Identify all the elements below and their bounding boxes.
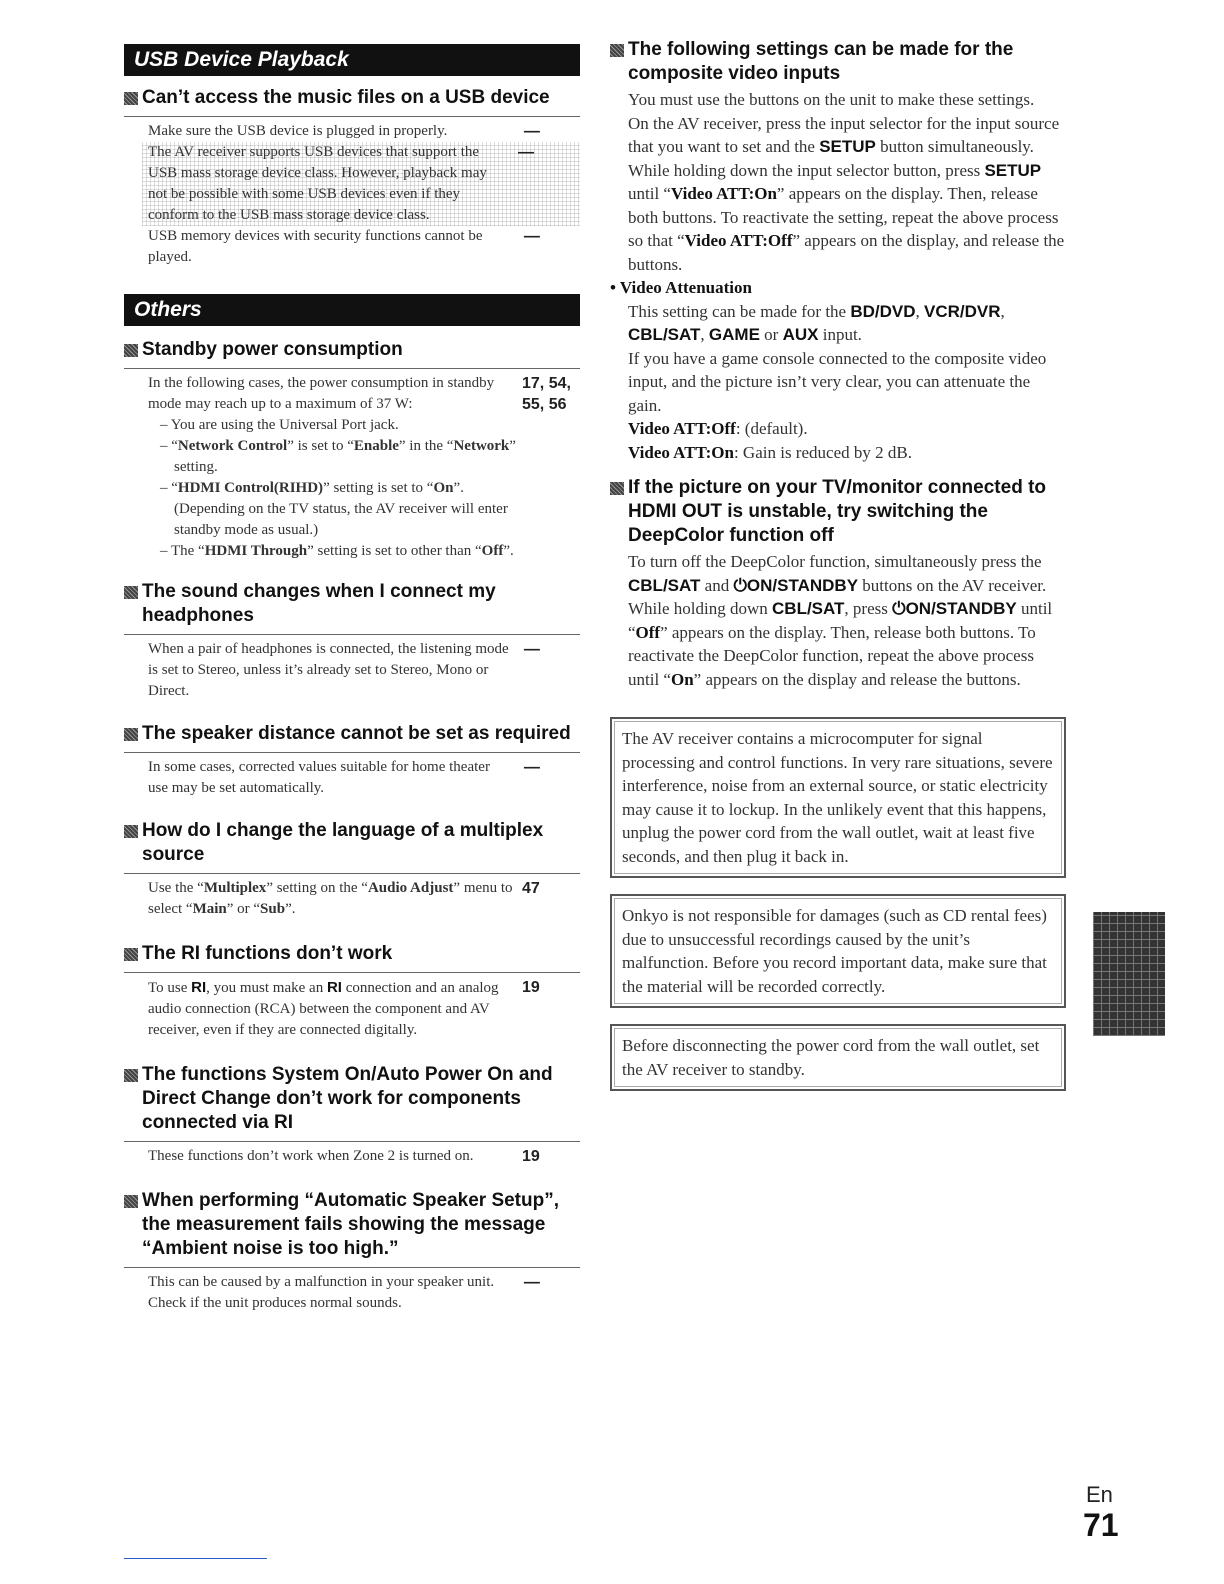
divider (124, 1141, 580, 1142)
usb-answer-3: USB memory devices with security functions cannot be played. — (148, 228, 540, 265)
ri-logo: RI (191, 979, 207, 996)
usb-answer-2: The AV receiver supports USB devices that support the USB mass storage device class. However, playback may not be possible with some USB devices even if they conform to the USB mass storage device class. — (142, 142, 580, 226)
system-on-answer: These functions don’t work when Zone 2 is turned on. 19 (124, 1146, 580, 1167)
divider (124, 634, 580, 635)
usb-question: Can’t access the music files on a USB device (124, 86, 580, 110)
bullet-square-icon (610, 482, 624, 495)
left-column (124, 44, 580, 1314)
video-att-off: Video ATT:Off: (default). (628, 419, 808, 438)
hdmi-para: To turn off the DeepColor function, simultaneously press the CBL/SAT and ⏻ON/STANDBY buttons on the AV receiver. While holding down CBL/SAT, press ⏻ON/STANDBY until “Off” appears on the display. Then, release both buttons. To reactivate the DeepColor function, repeat the above process until “On” appears on the display and release the buttons. (628, 552, 1053, 689)
video-attenuation-para-2: If you have a game console connected to the composite video input, and the picture isn’t very clear, you can attenuate the gain. (628, 348, 1047, 415)
others-section-header: Others (124, 294, 580, 326)
video-attenuation-para-1: This setting can be made for the BD/DVD, VCR/DVR, CBL/SAT, GAME or AUX input. (628, 301, 1005, 344)
auto-setup-question: When performing “Automatic Speaker Setup”, the measurement fails showing the message “Ambient noise is too high.” (124, 1189, 580, 1261)
video-att-on: Video ATT:On: Gain is reduced by 2 dB. (628, 442, 912, 462)
system-on-question: The functions System On/Auto Power On and Direct Change don’t work for components connected via RI (124, 1063, 580, 1135)
standby-answer: In the following cases, the power consumption in standby mode may reach up to a maximum of 37 W: – You are using the Universal Port jack. – “Network Control” is set to “Enable” in the “Network” setting. – “HDMI Control(RIHD)” setting is set to “On”. (Depending on the TV status, the AV receiver will enter standby mode as usual.) – The “HDMI Through” setting is set to other than “Off”. 17, 54, 55, 56 (124, 373, 580, 562)
speaker-distance-question: The speaker distance cannot be set as required (124, 722, 580, 746)
page-reference: 19 (522, 979, 540, 996)
page-reference: 19 (522, 1148, 540, 1165)
auto-setup-answer: This can be caused by a malfunction in your speaker unit. Check if the unit produces normal sounds. — (148, 1274, 540, 1311)
ri-logo: RI (181, 943, 201, 964)
divider (124, 873, 580, 874)
page-number: 71 (1083, 1507, 1119, 1543)
ri-answer: To use RI, you must make an RI connection and an analog audio connection (RCA) between the component and AV receiver, even if they are connected digitally. 19 (124, 977, 580, 1041)
bullet-square-icon (124, 586, 138, 599)
video-attenuation-title: • Video Attenuation (610, 278, 752, 297)
ri-question: The RI functions don’t work (124, 942, 580, 966)
ri-logo: RI (274, 1112, 293, 1133)
divider (124, 752, 580, 753)
bullet-square-icon (124, 1069, 138, 1082)
headphones-answer: When a pair of headphones is connected, the listening mode is set to Stereo, unless it’s already set to Stereo, Mono or Direct. — (148, 641, 540, 699)
list-item: – The “HDMI Through” setting is set to other than “Off”. (160, 543, 514, 559)
power-icon: ⏻ (892, 599, 906, 618)
bullet-square-icon (124, 728, 138, 741)
standby-conditions-list (148, 415, 522, 562)
standby-question: Standby power consumption (124, 338, 580, 362)
list-item: – “HDMI Control(RIHD)” setting is set to “On”. (Depending on the TV status, the AV receiver will enter standby mode as usual.) (160, 480, 508, 538)
usb-section-header: USB Device Playback (124, 44, 580, 76)
composite-para-2: On the AV receiver, press the input selector for the input source that you want to set and the SETUP button simultaneously. While holding down the input selector button, press SETUP until “Video ATT:On” appears on the display. Then, release both buttons. To reactivate the setting, repeat the above process so that “Video ATT:Off” appears on the display, and release the buttons. (628, 113, 1065, 274)
bullet-square-icon (124, 948, 138, 961)
speaker-distance-answer: In some cases, corrected values suitable for home theater use may be set automatically. — (148, 759, 540, 796)
footer-rule (124, 1558, 267, 1559)
bullet-square-icon (610, 44, 624, 57)
hdmi-question: If the picture on your TV/monitor connected to HDMI OUT is unstable, try switching the DeepColor function off (610, 476, 1065, 548)
bullet-square-icon (124, 1195, 138, 1208)
power-icon: ⏻ (733, 575, 747, 595)
headphones-question: The sound changes when I connect my headphones (124, 580, 580, 628)
usb-answer-1: Make sure the USB device is plugged in properly. — (148, 123, 540, 140)
bullet-square-icon (124, 344, 138, 357)
language-question: How do I change the language of a multiplex source (124, 819, 580, 867)
note-box-microcomputer: The AV receiver contains a microcomputer for signal processing and control functions. In very rare situations, severe interference, noise from an external source, or static electricity may cause it to lockup. In the unlikely event that this happens, unplug the power cord from the wall outlet, wait at least five seconds, and then plug it back in. (610, 717, 1066, 878)
divider (124, 972, 580, 973)
chapter-side-tab (1093, 912, 1165, 1036)
divider (124, 368, 580, 369)
divider (124, 116, 580, 117)
composite-question: The following settings can be made for the composite video inputs (610, 38, 1065, 86)
note-box-recordings: Onkyo is not responsible for damages (such as CD rental fees) due to unsuccessful recordings caused by the unit’s malfunction. Before you record important data, make sure that the material will be recorded correctly. (610, 894, 1066, 1008)
ri-logo: RI (326, 979, 342, 996)
divider (124, 1267, 580, 1268)
composite-para-1: You must use the buttons on the unit to make these settings. (628, 90, 1035, 109)
page-reference: 47 (522, 880, 540, 897)
bullet-square-icon (124, 825, 138, 838)
right-column (610, 38, 1065, 1091)
page-reference: 17, 54, 55, 56 (522, 375, 571, 413)
language-answer: Use the “Multiplex” setting on the “Audio Adjust” menu to select “Main” or “Sub”. 47 (124, 878, 580, 920)
bullet-square-icon (124, 92, 138, 105)
list-item: – “Network Control” is set to “Enable” in the “Network” setting. (160, 438, 516, 475)
note-box-standby: Before disconnecting the power cord from the wall outlet, set the AV receiver to standby. (610, 1024, 1066, 1091)
list-item: – You are using the Universal Port jack. (160, 417, 399, 433)
page-language: En (1086, 1482, 1113, 1507)
